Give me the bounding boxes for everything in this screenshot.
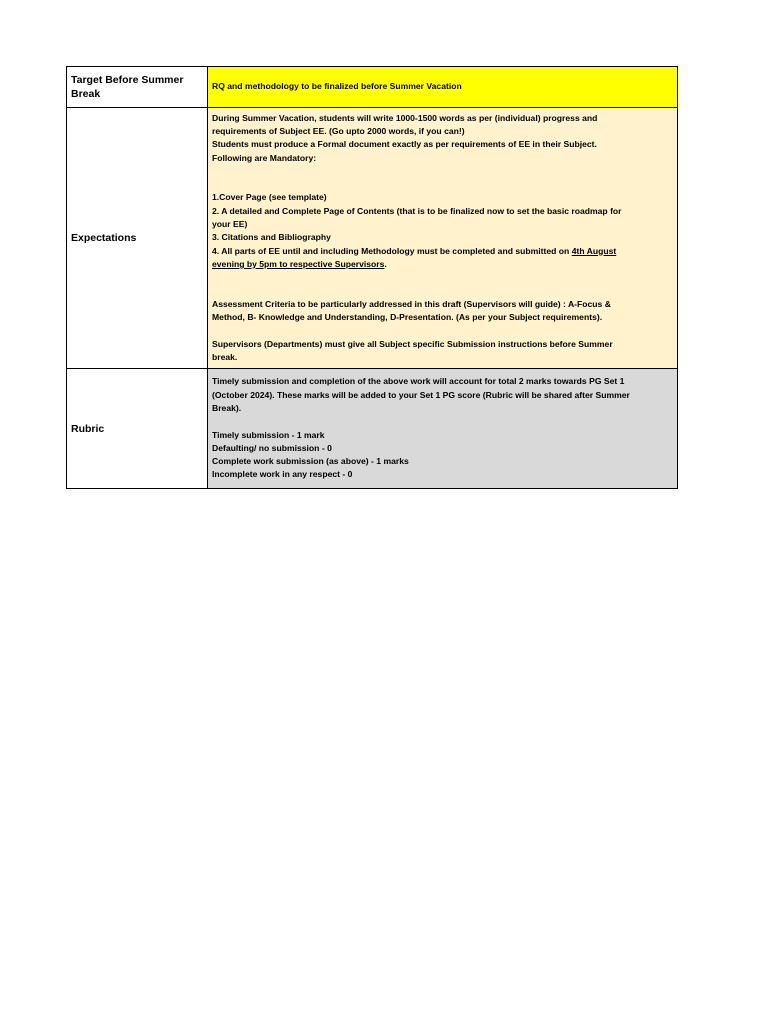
assessment-line: Assessment Criteria to be particularly addressed in this draft (Supervisors will guide) : A-Focus & [212, 298, 611, 309]
rubric-para-line: Timely submission and completion of the above work will account for total 2 marks towards PG Set 1 [212, 376, 625, 387]
rubric-para-line: (October 2024). These marks will be added to your Set 1 PG score (Rubric will be shared after Summer [212, 389, 630, 400]
deadline-time: evening by 5pm to respective Supervisors [212, 258, 385, 269]
expectations-para-line: Following are Mandatory: [212, 152, 317, 163]
rubric-criterion: Complete work submission (as above) - 1 marks [212, 456, 409, 467]
deadline-date: 4th August [571, 245, 617, 256]
rubric-criterion: Incomplete work in any respect - 0 [212, 469, 353, 480]
item-4-text: 4. All parts of EE until and including Methodology must be completed and submitted on [212, 245, 572, 256]
target-label: Target Before Summer Break [67, 67, 208, 108]
supervisors-line: Supervisors (Departments) must give all Subject specific Submission instructions before Summer [212, 338, 613, 349]
mandatory-item-2-cont: your EE) [212, 219, 248, 230]
mandatory-item-1: 1.Cover Page (see template) [212, 192, 327, 203]
expectations-row [67, 108, 678, 369]
rubric-para-line: Break). [212, 402, 242, 413]
mandatory-item-4 [212, 245, 673, 258]
rubric-row [67, 369, 678, 489]
item-4-end: . [384, 258, 387, 269]
mandatory-item-3: 3. Citations and Bibliography [212, 232, 331, 243]
target-row [67, 67, 678, 108]
rubric-label: Rubric [67, 369, 208, 489]
target-cell [208, 67, 678, 108]
supervisors-line: break. [212, 352, 238, 363]
assessment-line: Method, B- Knowledge and Understanding, D-Presentation. (As per your Subject requirements). [212, 312, 603, 323]
requirements-table [66, 66, 678, 489]
expectations-para-line: During Summer Vacation, students will write 1000-1500 words as per (individual) progress and [212, 112, 598, 123]
expectations-label: Expectations [67, 108, 208, 369]
target-text: RQ and methodology to be finalized before Summer Vacation [212, 81, 462, 92]
expectations-para-line: Students must produce a Formal document exactly as per requirements of EE in their Subject. [212, 139, 597, 150]
mandatory-item-2: 2. A detailed and Complete Page of Contents (that is to be finalized now to set the basic roadmap for [212, 205, 622, 216]
rubric-criterion: Defaulting/ no submission - 0 [212, 442, 332, 453]
expectations-cell [208, 108, 678, 369]
rubric-criterion: Timely submission - 1 mark [212, 429, 325, 440]
mandatory-item-4-cont [212, 258, 673, 271]
rubric-cell [208, 369, 678, 489]
expectations-para-line: requirements of Subject EE. (Go upto 2000 words, if you can!) [212, 125, 465, 136]
